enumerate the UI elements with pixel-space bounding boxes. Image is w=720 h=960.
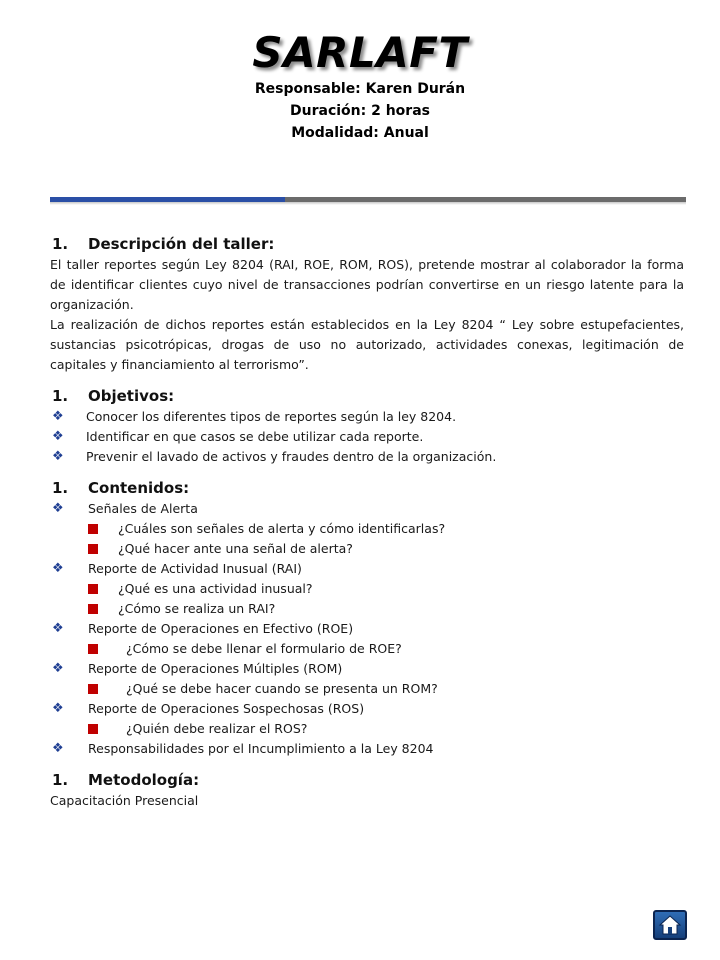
content-subitem: ¿Cuáles son señales de alerta y cómo identificarlas? bbox=[52, 519, 684, 539]
content-item: ❖ Reporte de Operaciones Múltiples (ROM) bbox=[52, 659, 684, 679]
section-title: Objetivos: bbox=[88, 387, 175, 405]
diamond-bullet-icon: ❖ bbox=[52, 621, 64, 636]
duracion-line: Duración: 2 horas bbox=[290, 103, 430, 119]
section-title: Descripción del taller: bbox=[88, 235, 275, 253]
metodologia-text: Capacitación Presencial bbox=[50, 793, 199, 808]
diamond-bullet-icon: ❖ bbox=[52, 501, 64, 516]
section-number: 1. bbox=[52, 771, 69, 789]
diamond-bullet-icon: ❖ bbox=[52, 429, 64, 444]
content-subitem: ¿Qué es una actividad inusual? bbox=[52, 579, 684, 599]
section-number: 1. bbox=[52, 479, 69, 497]
section-heading-objetivos bbox=[52, 385, 684, 407]
content-subitem: ¿Qué se debe hacer cuando se presenta un ROM? bbox=[52, 679, 684, 699]
section-title: Metodología: bbox=[88, 771, 200, 789]
section-number: 1. bbox=[52, 235, 69, 253]
home-icon bbox=[658, 914, 682, 936]
content-item: ❖ Responsabilidades por el Incumplimiento a la Ley 8204 bbox=[52, 739, 684, 759]
list-item: ❖ Identificar en que casos se debe utilizar cada reporte. bbox=[52, 427, 684, 447]
square-bullet-icon bbox=[88, 604, 98, 614]
descripcion-paragraph-1: El taller reportes según Ley 8204 (RAI, ROE, ROM, ROS), pretende mostrar al colaborador la forma de identificar clientes cuyo nivel de transacciones podrían convertirse en un riesgo latente para la organización. bbox=[50, 257, 684, 312]
diamond-bullet-icon: ❖ bbox=[52, 741, 64, 756]
content-subitem: ¿Cómo se debe llenar el formulario de ROE? bbox=[52, 639, 684, 659]
content-item: ❖ Reporte de Operaciones Sospechosas (ROS) bbox=[52, 699, 684, 719]
section-heading-descripcion bbox=[52, 233, 684, 255]
list-item: ❖ Conocer los diferentes tipos de reportes según la ley 8204. bbox=[52, 407, 684, 427]
diamond-bullet-icon: ❖ bbox=[52, 409, 64, 424]
square-bullet-icon bbox=[88, 724, 98, 734]
content-subitem: ¿Cómo se realiza un RAI? bbox=[52, 599, 684, 619]
square-bullet-icon bbox=[88, 544, 98, 554]
diamond-bullet-icon: ❖ bbox=[52, 449, 64, 464]
section-heading-metodologia bbox=[52, 769, 684, 791]
diamond-bullet-icon: ❖ bbox=[52, 561, 64, 576]
square-bullet-icon bbox=[88, 524, 98, 534]
header bbox=[0, 28, 720, 144]
page-title: SARLAFT bbox=[252, 28, 468, 77]
content-item: ❖ Reporte de Operaciones en Efectivo (ROE) bbox=[52, 619, 684, 639]
content-item: ❖ Señales de Alerta bbox=[52, 499, 684, 519]
square-bullet-icon bbox=[88, 584, 98, 594]
home-button[interactable] bbox=[653, 910, 687, 940]
list-item: ❖ Prevenir el lavado de activos y fraudes dentro de la organización. bbox=[52, 447, 684, 467]
header-divider bbox=[50, 197, 686, 202]
section-heading-contenidos bbox=[52, 477, 684, 499]
main-content bbox=[52, 233, 684, 811]
descripcion-paragraph-2: La realización de dichos reportes están establecidos en la Ley 8204 “ Ley sobre estupefacientes, sustancias psicotrópicas, drogas de uso no autorizado, actividades conexas, legitimación de capitales y financiamiento al terrorismo”. bbox=[50, 317, 684, 372]
section-title: Contenidos: bbox=[88, 479, 190, 497]
content-subitem: ¿Qué hacer ante una señal de alerta? bbox=[52, 539, 684, 559]
square-bullet-icon bbox=[88, 684, 98, 694]
content-item: ❖ Reporte de Actividad Inusual (RAI) bbox=[52, 559, 684, 579]
square-bullet-icon bbox=[88, 644, 98, 654]
section-number: 1. bbox=[52, 387, 69, 405]
modalidad-line: Modalidad: Anual bbox=[291, 125, 429, 141]
content-subitem: ¿Quién debe realizar el ROS? bbox=[52, 719, 684, 739]
diamond-bullet-icon: ❖ bbox=[52, 701, 64, 716]
divider-shadow bbox=[50, 202, 686, 205]
diamond-bullet-icon: ❖ bbox=[52, 661, 64, 676]
responsable-line: Responsable: Karen Durán bbox=[254, 81, 466, 97]
